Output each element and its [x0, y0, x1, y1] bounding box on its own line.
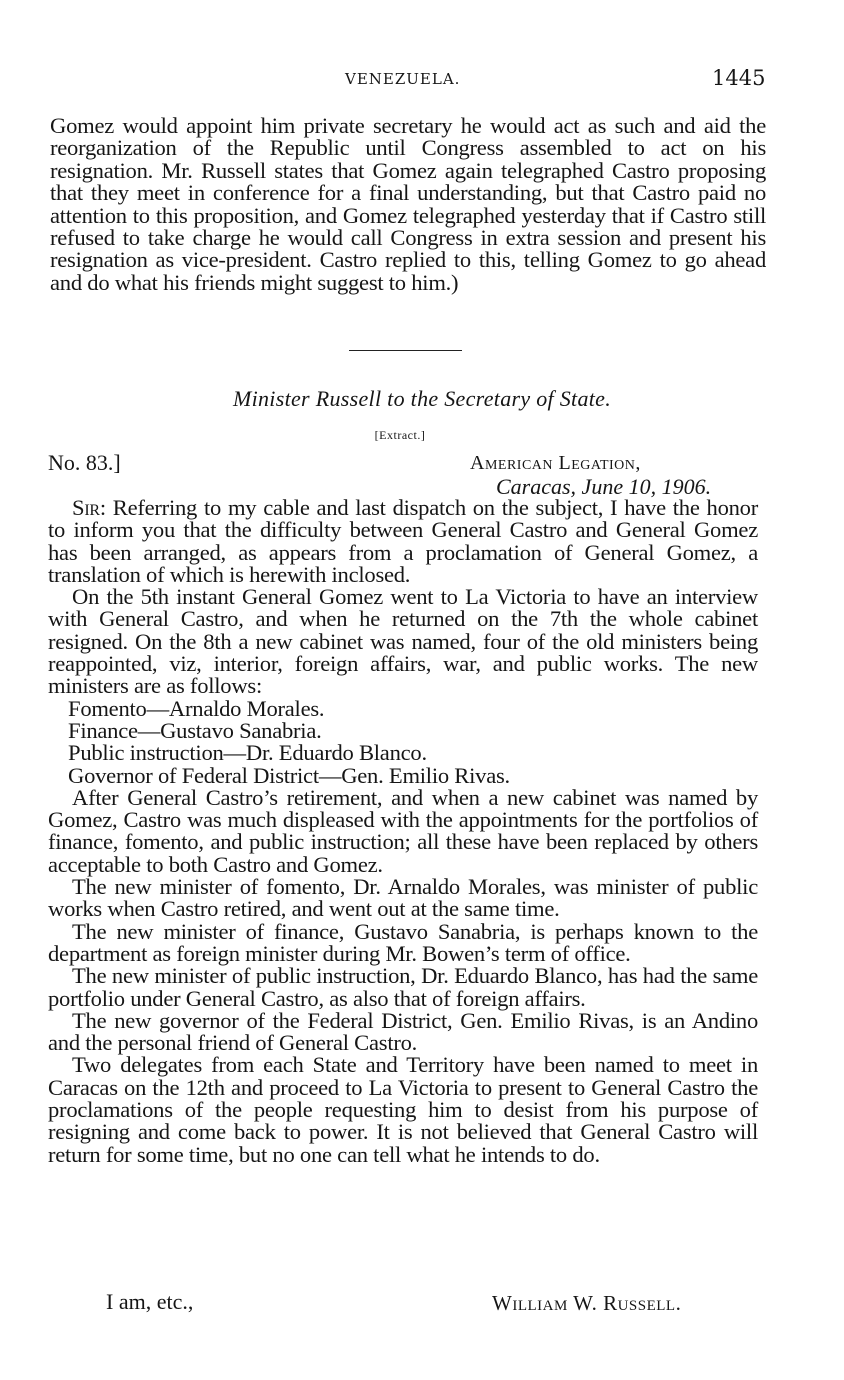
- minister-list-item: Finance—Gustavo Sanabria.: [68, 717, 322, 743]
- page-number: 1445: [712, 66, 766, 90]
- body-paragraph: The new governor of the Federal District, Gen. Emilio Rivas, is an Andino and the personal friend of General Castro.: [48, 1007, 758, 1056]
- body-paragraph: The new minister of public instruction, Dr. Eduardo Blanco, has had the same portfolio under General Castro, as also that of foreign affairs.: [48, 963, 758, 1011]
- minister-list-item: Fomento—Arnaldo Morales.: [68, 695, 325, 721]
- extract-label: [Extract.]: [374, 428, 426, 442]
- paragraph-text: Referring to my cable and last dispatch on the subject, I have the honor to inform you that the difficulty between General Castro and General Gomez has been arranged, as appears from a proclamation of General Gomez, a translation of which is herewith inclosed.: [48, 495, 758, 587]
- running-head-title: VENEZUELA.: [345, 70, 461, 88]
- minister-list-item: Public instruction—Dr. Eduardo Blanco.: [68, 740, 427, 766]
- running-head: [0, 66, 844, 94]
- continuation-block: [50, 115, 766, 294]
- closing: I am, etc.,: [106, 1289, 194, 1314]
- letter-body: [48, 497, 758, 1166]
- body-paragraph: After General Castro’s retirement, and when a new cabinet was named by Gomez, Castro was much displeased with the appointments for the portfolios of finance, fomento, and public instruction; all these have been replaced by others acceptable to both Castro and Gomez.: [48, 784, 758, 877]
- minister-list-item: Governor of Federal District—Gen. Emilio Rivas.: [68, 762, 510, 788]
- section-divider: [349, 350, 462, 351]
- body-paragraph: The new minister of fomento, Dr. Arnaldo Morales, was minister of public works when Castro retired, and went out at the same time.: [48, 874, 758, 922]
- signature: William W. Russell.: [492, 1291, 682, 1315]
- body-paragraph: The new minister of finance, Gustavo Sanabria, is perhaps known to the department as foreign minister during Mr. Bowen’s term of office.: [48, 918, 758, 966]
- body-paragraph: [48, 497, 758, 586]
- dispatch-number: No. 83.]: [48, 450, 121, 475]
- continuation-paragraph: Gomez would appoint him private secretary he would act as such and aid the reorganization of the Republic until Congress assembled to act on his resignation. Mr. Russell states that Gomez again telegraphed Castro proposing that they meet in conference for a final understanding, but that Castro paid no attention to this proposition, and Gomez telegraphed yesterday that if Castro still refused to take charge he would call Congress in extra session and present his resignation as vice-president. Castro replied to this, telling Gomez to go ahead and do what his friends might suggest to him.): [50, 113, 766, 295]
- document-title: Minister Russell to the Secretary of State.: [232, 386, 612, 411]
- legation-heading: American Legation,: [470, 452, 641, 474]
- body-paragraph: On the 5th instant General Gomez went to La Victoria to have an interview with General Castro, and when he returned on the 7th the whole cabinet resigned. On the 8th a new cabinet was named, four of the old ministers being reappointed, viz, interior, foreign affairs, war, and public works. The new ministers are as follows:: [48, 584, 758, 699]
- dateline: Caracas, June 10, 1906.: [496, 474, 712, 499]
- body-paragraph: Two delegates from each State and Territory have been named to meet in Caracas on the 12th and proceed to La Victoria to present to General Castro the proclamations of the people requesting him to desist from his purpose of resigning and come back to power. It is not believed that General Castro will return for some time, but no one can tell what he intends to do.: [48, 1052, 758, 1167]
- salutation: Sir:: [72, 495, 106, 520]
